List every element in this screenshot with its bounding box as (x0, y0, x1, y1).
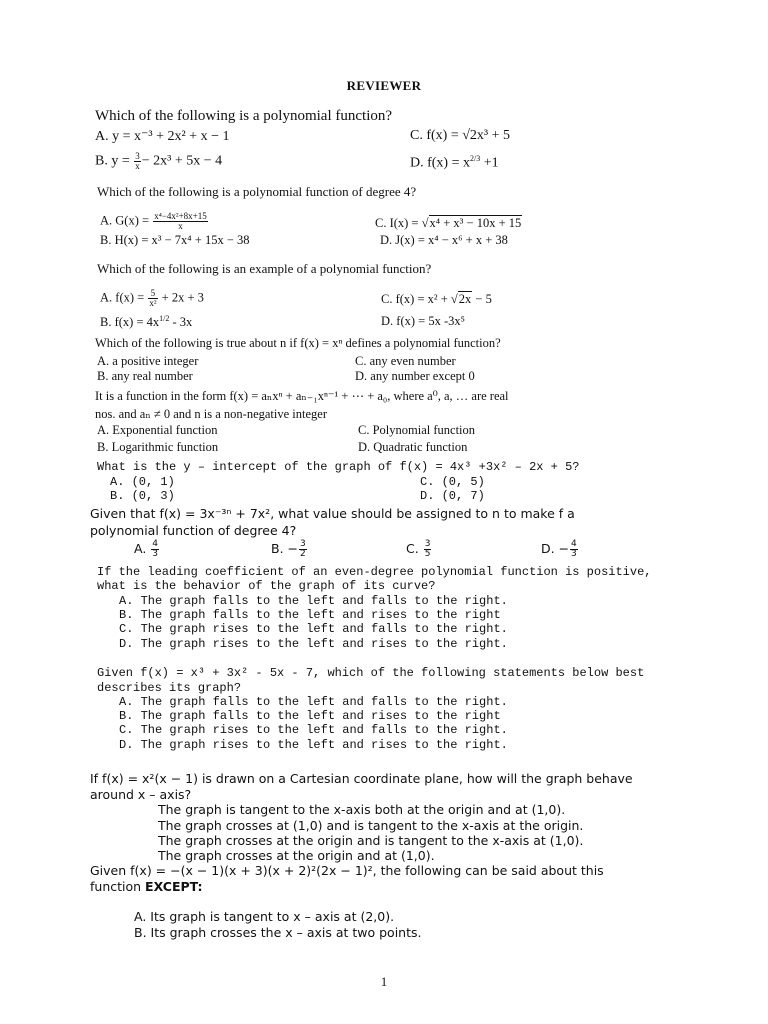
question-1-option-a: A. y = x⁻³ + 2x² + x − 1 (95, 129, 230, 144)
question-4-option-a: A. a positive integer (97, 354, 199, 368)
question-1-option-d-prefix: D. f(x) = x (410, 155, 470, 171)
question-1-option-d (410, 154, 499, 172)
question-2-option-c-prefix: C. I(x) = √ (375, 216, 429, 230)
question-3-option-c-prefix: C. f(x) = x² + √ (381, 292, 458, 306)
exponent: 1/2 (159, 314, 170, 323)
question-2-option-c (375, 216, 522, 231)
page-number: 1 (380, 974, 388, 989)
question-4-stem-start: Which of the following is true about n if f(x) = xⁿ (95, 336, 343, 350)
fraction-numerator: 3 (424, 539, 431, 549)
question-8-option-d: D. The graph rises to the left and rises to the right. (119, 637, 508, 651)
question-2-option-a-prefix: A. G(x) = (100, 213, 153, 228)
question-3-option-b (100, 314, 192, 330)
question-5-stem-line-2: nos. and aₙ ≠ 0 and n is a non-negative integer (95, 407, 327, 421)
question-3-option-a-prefix: A. f(x) = (100, 290, 148, 305)
question-6-option-a: A. (0, 1) (110, 475, 175, 489)
fraction (134, 152, 141, 171)
fraction-denominator: 3 (152, 549, 159, 559)
fraction-denominator: 5 (424, 549, 431, 559)
question-4-option-b: B. any real number (97, 369, 193, 383)
question-7-stem-line-2: polynomial function of degree 4? (90, 523, 297, 538)
question-10-stem-line-2: around x – axis? (90, 787, 192, 802)
fraction-numerator: 3 (300, 539, 306, 549)
question-10-stem-line-1: If f(x) = x²(x − 1) is drawn on a Cartesian coordinate plane, how will the graph behave (90, 771, 633, 786)
question-3-option-b-suffix: - 3x (169, 315, 193, 330)
question-4-stem (95, 336, 501, 351)
fraction-denominator: x² (149, 298, 157, 308)
question-10-option-4: The graph crosses at the origin and at (1,0). (158, 848, 435, 863)
question-9-option-b: B. The graph falls to the left and rises to the right (119, 709, 501, 723)
question-9-option-c: C. The graph rises to the left and falls to the right. (119, 723, 508, 737)
question-11-stem-line-2 (90, 879, 203, 894)
question-10-option-3: The graph crosses at the origin and is tangent to the x-axis at (1,0). (158, 833, 584, 848)
question-5-stem-line-1: It is a function in the form f(x) = aₙxⁿ + aₙ₋₁xⁿ⁻¹ + ⋯ + a₀, where a⁰, a, … are real (95, 389, 509, 403)
question-7-stem-line-1: Given that f(x) = 3x⁻³ⁿ + 7x², what value should be assigned to n to make f a (90, 506, 575, 521)
question-1-stem: Which of the following is a polynomial function? (95, 108, 393, 124)
question-1-option-b-prefix: B. y = (95, 153, 134, 169)
question-4-option-c: C. any even number (355, 354, 456, 368)
radicand: 2x (458, 292, 472, 306)
fraction-denominator: x (178, 221, 183, 231)
question-8-option-a: A. The graph falls to the left and falls to the right. (119, 594, 508, 608)
question-3-option-c-suffix: − 5 (472, 292, 492, 306)
fraction (299, 540, 307, 559)
question-2-option-d: D. J(x) = x⁴ − x⁶ + x + 38 (380, 233, 508, 247)
question-1-option-b-suffix: − 2x³ + 5x − 4 (141, 153, 223, 169)
question-11-stem-line-1: Given f(x) = −(x − 1)(x + 3)(x + 2)²(2x − 1)², the following can be said about this (90, 863, 604, 878)
question-5-option-b: B. Logarithmic function (97, 440, 219, 454)
question-5-option-a: A. Exponential function (97, 423, 218, 437)
option-label: D. − (541, 541, 570, 556)
fraction-numerator: x⁴−4x²+8x+15 (154, 211, 207, 221)
question-7-option-d (541, 540, 579, 559)
question-6-option-b: B. (0, 3) (110, 489, 175, 503)
fraction (570, 540, 578, 559)
question-11-option-a: A. Its graph is tangent to x – axis at (2,0). (134, 909, 395, 924)
fraction-numerator: 4 (152, 539, 159, 549)
question-1-option-b (95, 152, 222, 171)
question-9-option-a: A. The graph falls to the left and falls to the right. (119, 695, 508, 709)
option-label: A. (134, 541, 147, 556)
question-6-option-d: D. (0, 7) (420, 489, 485, 503)
question-3-option-c (381, 292, 492, 307)
fraction (424, 540, 432, 559)
fraction-numerator: 5 (148, 289, 157, 299)
radicand: x⁴ + x³ − 10x + 15 (429, 216, 522, 230)
fraction (153, 212, 208, 231)
option-label: C. (406, 541, 419, 556)
fraction (148, 289, 157, 308)
question-2-stem: Which of the following is a polynomial function of degree 4? (97, 184, 417, 199)
question-3-option-d: D. f(x) = 5x -3x⁵ (381, 314, 465, 328)
fraction (151, 540, 159, 559)
question-11-option-b: B. Its graph crosses the x – axis at two points. (134, 925, 422, 940)
fraction-numerator: 3 (135, 151, 140, 161)
question-1-option-c: C. f(x) = √2x³ + 5 (410, 128, 510, 143)
question-11-stem-text: function (90, 879, 146, 894)
question-7-option-a (134, 540, 160, 559)
question-1-option-d-suffix: +1 (480, 155, 499, 171)
except-emphasis: EXCEPT: (145, 879, 203, 894)
question-9-option-d: D. The graph rises to the left and rises to the right. (119, 738, 508, 752)
fraction-denominator: 2 (300, 549, 306, 559)
question-7-option-b (271, 540, 308, 559)
fraction-denominator: x (135, 161, 140, 171)
question-8-stem-line-2: what is the behavior of the graph of its curve? (97, 579, 436, 593)
question-3-option-a-suffix: + 2x + 3 (158, 290, 204, 305)
question-6-option-c: C. (0, 5) (420, 475, 485, 489)
question-8-option-c: C. The graph rises to the left and falls to the right. (119, 622, 508, 636)
exponent: 2/3 (470, 154, 481, 163)
fraction-numerator: 4 (571, 539, 577, 549)
question-4-option-d: D. any number except 0 (355, 369, 475, 383)
question-6-stem: What is the y – intercept of the graph of f(x) = 4x³ +3x² – 2x + 5? (97, 460, 580, 474)
question-10-option-1: The graph is tangent to the x-axis both at the origin and at (1,0). (158, 802, 566, 817)
question-10-option-2: The graph crosses at (1,0) and is tangent to the x-axis at the origin. (158, 818, 584, 833)
question-3-option-a (100, 289, 204, 308)
question-3-stem: Which of the following is an example of a polynomial function? (97, 261, 432, 276)
question-2-option-b: B. H(x) = x³ − 7x⁴ + 15x − 38 (100, 233, 250, 247)
question-8-stem-line-1: If the leading coefficient of an even-degree polynomial function is positive, (97, 565, 652, 579)
fraction-denominator: 3 (571, 549, 577, 559)
question-8-option-b: B. The graph falls to the left and rises to the right (119, 608, 501, 622)
question-2-option-a (100, 212, 209, 231)
question-9-stem-line-2: describes its graph? (97, 681, 242, 695)
question-5-option-c: C. Polynomial function (358, 423, 476, 437)
question-3-option-b-prefix: B. f(x) = 4x (100, 315, 160, 330)
document-title: REVIEWER (346, 78, 422, 93)
option-label: B. − (271, 541, 298, 556)
question-9-stem-line-1: Given f(x) = x³ + 3x² - 5x - 7, which of the following statements below best (97, 666, 645, 680)
question-5-option-d: D. Quadratic function (358, 440, 468, 454)
question-7-option-c (406, 540, 432, 559)
question-4-stem-end: defines a polynomial function? (345, 336, 501, 350)
